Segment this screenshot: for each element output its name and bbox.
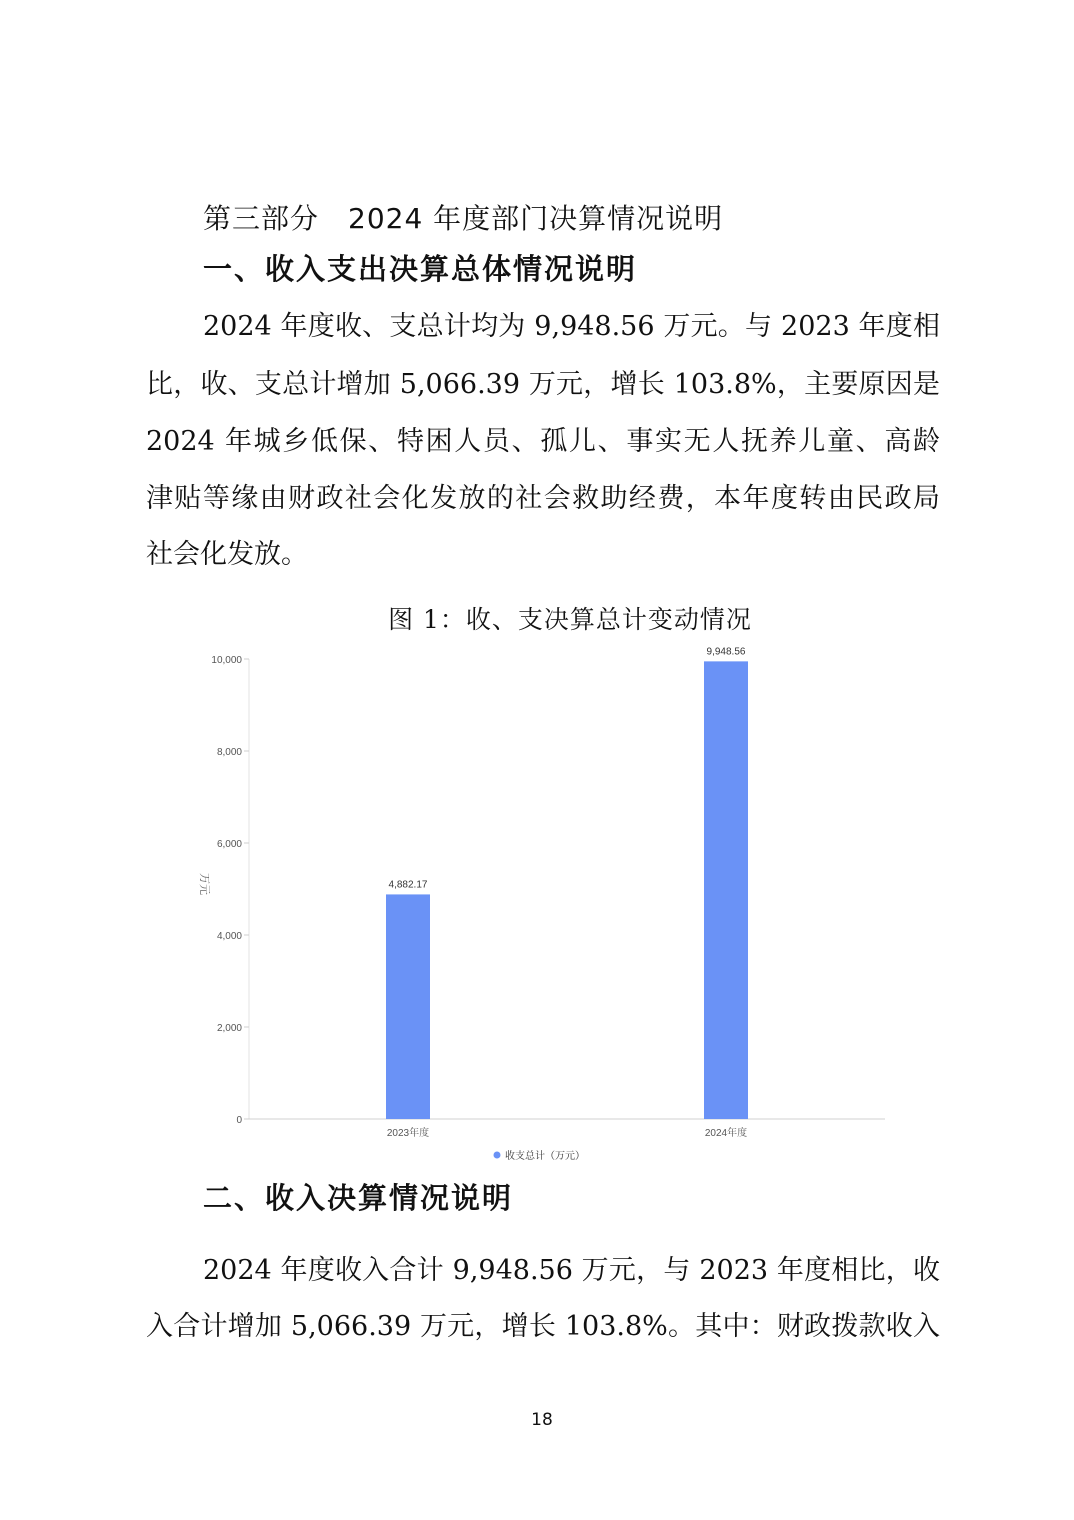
bar-data-label: 4,882.17 xyxy=(388,879,428,891)
y-tick-label: 4,000 xyxy=(216,931,242,942)
y-tick-label: 2,000 xyxy=(216,1023,242,1034)
legend-label: 收支总计（万元） xyxy=(505,1151,585,1162)
y-tick-label: 8,000 xyxy=(216,747,242,758)
section1-line-4: 津贴等缘由财政社会化发放的社会救助经费，本年度转由民政局 xyxy=(146,483,940,514)
section1-line-3: 2024 年城乡低保、特困人员、孤儿、事实无人抚养儿童、高龄 xyxy=(146,426,940,457)
bar xyxy=(386,894,430,1119)
legend-marker xyxy=(494,1152,501,1159)
section2-line-1: 2024 年度收入合计 9,948.56 万元，与 2023 年度相比，收 xyxy=(203,1255,940,1286)
y-axis-label: 万元 xyxy=(198,873,210,895)
bar-data-label: 9,948.56 xyxy=(706,646,746,658)
y-tick-label: 10,000 xyxy=(211,655,242,666)
y-tick-label: 6,000 xyxy=(216,839,242,850)
section2-heading: 二、收入决算情况说明 xyxy=(203,1181,514,1215)
bar xyxy=(704,661,748,1119)
part-heading: 第三部分 2024 年度部门决算情况说明 xyxy=(203,202,724,235)
section1-line-2: 比，收、支总计增加 5,066.39 万元，增长 103.8%，主要原因是 xyxy=(146,369,940,400)
figure-title: 图 1：收、支决算总计变动情况 xyxy=(388,605,752,634)
section1-line-1: 2024 年度收、支总计均为 9,948.56 万元。与 2023 年度相 xyxy=(203,311,940,342)
x-tick-label: 2024年度 xyxy=(704,1128,748,1139)
x-tick-label: 2023年度 xyxy=(386,1128,430,1139)
page-number: 18 xyxy=(531,1410,553,1430)
section2-line-2: 入合计增加 5,066.39 万元，增长 103.8%。其中：财政拨款收入 xyxy=(146,1311,940,1342)
section1-heading: 一、收入支出决算总体情况说明 xyxy=(203,252,638,286)
y-tick-label: 0 xyxy=(236,1115,242,1126)
section1-line-5: 社会化发放。 xyxy=(146,539,308,570)
